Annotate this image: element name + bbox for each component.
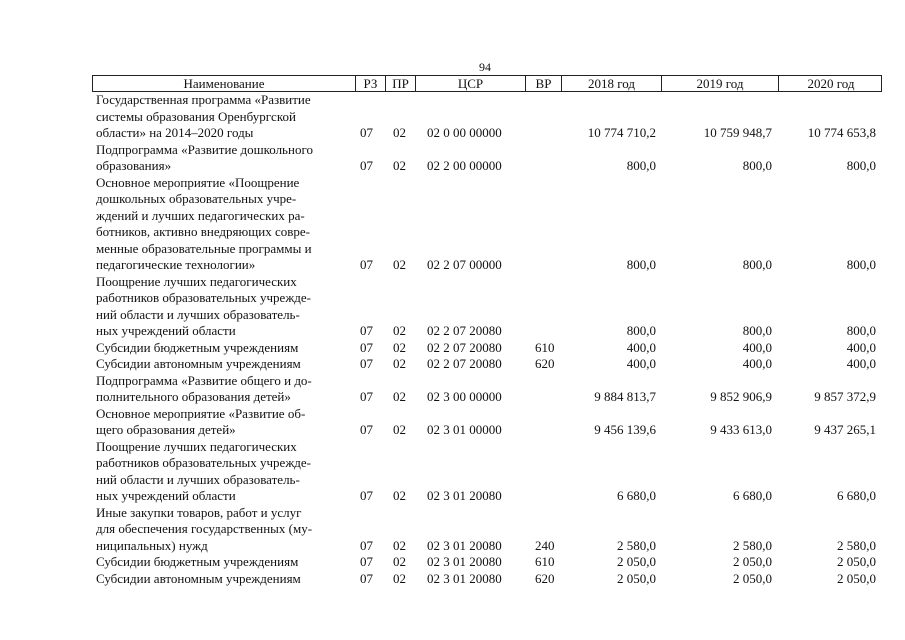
row-vr: 620 xyxy=(535,570,555,586)
row-2019: 2 580,0 xyxy=(733,537,772,553)
row-2020: 6 680,0 xyxy=(837,488,876,503)
row-2018: 10 774 710,2 xyxy=(587,125,656,140)
row-pr: 02 xyxy=(393,158,406,173)
row-csr: 02 3 01 20080 xyxy=(427,554,502,569)
table-row xyxy=(0,175,905,274)
row-csr: 02 2 00 00000 xyxy=(427,158,502,173)
row-2018: 800,0 xyxy=(626,158,656,173)
row-2018: 800,0 xyxy=(626,323,656,338)
row-2020: 2 050,0 xyxy=(837,554,876,569)
row-2020: 2 580,0 xyxy=(837,537,876,553)
row-2018: 400,0 xyxy=(626,339,656,355)
table-row xyxy=(0,571,905,588)
row-2019: 800,0 xyxy=(742,257,772,272)
row-pr: 02 xyxy=(393,570,406,586)
row-rz: 07 xyxy=(360,488,373,503)
row-name: Основное мероприятие «Развитие об- щего образования детей» xyxy=(96,405,306,437)
row-2020: 400,0 xyxy=(846,339,876,355)
header-name: Наименование xyxy=(183,76,265,91)
row-2020: 10 774 653,8 xyxy=(807,125,876,140)
row-name: Субсидии бюджетным учреждениям xyxy=(96,339,299,355)
row-2020: 9 857 372,9 xyxy=(814,389,876,404)
row-2020: 400,0 xyxy=(846,356,876,371)
row-csr: 02 3 01 20080 xyxy=(427,570,502,586)
row-csr: 02 3 01 20080 xyxy=(427,537,502,553)
row-csr: 02 3 01 20080 xyxy=(427,488,502,503)
row-2020: 800,0 xyxy=(846,158,876,173)
row-pr: 02 xyxy=(393,554,406,569)
row-rz: 07 xyxy=(360,422,373,437)
row-2018: 2 050,0 xyxy=(617,570,656,586)
row-name: Иные закупки товаров, работ и услуг для обеспечения государственных (му- ниципальных) нужд xyxy=(96,504,313,553)
row-csr: 02 2 07 20080 xyxy=(427,323,502,338)
row-pr: 02 xyxy=(393,125,406,140)
row-vr: 610 xyxy=(535,554,555,569)
page-number: 94 xyxy=(479,60,491,74)
row-name: Государственная программа «Развитие системы образования Оренбургской области» на 2014–2020 годы xyxy=(96,92,311,140)
row-2019: 400,0 xyxy=(742,339,772,355)
table-row xyxy=(0,340,905,357)
table-body xyxy=(0,92,905,587)
row-rz: 07 xyxy=(360,323,373,338)
row-vr: 610 xyxy=(535,339,555,355)
row-name: Субсидии бюджетным учреждениям xyxy=(96,554,299,569)
row-rz: 07 xyxy=(360,125,373,140)
row-2020: 9 437 265,1 xyxy=(814,422,876,437)
header-rz: РЗ xyxy=(355,76,385,91)
row-csr: 02 2 07 20080 xyxy=(427,339,502,355)
row-name: Основное мероприятие «Поощрение дошкольных образовательных учре- ждений и лучших педагогических ра- ботников, активно внедряющих совре- менные образовательные программы и педагогические технологии» xyxy=(96,174,312,272)
row-csr: 02 3 00 00000 xyxy=(427,389,502,404)
row-rz: 07 xyxy=(360,570,373,586)
row-name: Подпрограмма «Развитие общего и до- полнительного образования детей» xyxy=(96,372,312,404)
table-row xyxy=(0,406,905,439)
header-2019: 2019 год xyxy=(661,76,778,91)
table-row xyxy=(0,439,905,505)
row-pr: 02 xyxy=(393,257,406,272)
header-2018: 2018 год xyxy=(561,76,661,91)
table-header xyxy=(92,75,882,92)
row-2020: 800,0 xyxy=(846,323,876,338)
row-2019: 2 050,0 xyxy=(733,554,772,569)
row-rz: 07 xyxy=(360,158,373,173)
table-row xyxy=(0,505,905,555)
row-2018: 800,0 xyxy=(626,257,656,272)
row-2019: 800,0 xyxy=(742,158,772,173)
table-row xyxy=(0,356,905,373)
row-2019: 10 759 948,7 xyxy=(703,125,772,140)
row-rz: 07 xyxy=(360,554,373,569)
table-row xyxy=(0,554,905,571)
row-2018: 400,0 xyxy=(626,356,656,371)
row-pr: 02 xyxy=(393,389,406,404)
row-2020: 800,0 xyxy=(846,257,876,272)
row-csr: 02 2 07 20080 xyxy=(427,356,502,371)
row-name: Субсидии автономным учреждениям xyxy=(96,356,301,371)
row-rz: 07 xyxy=(360,257,373,272)
row-name: Поощрение лучших педагогических работников образовательных учрежде- ний области и лучших образователь- ных учреждений области xyxy=(96,273,312,338)
row-2019: 9 852 906,9 xyxy=(710,389,772,404)
header-pr: ПР xyxy=(385,76,415,91)
header-vr: ВР xyxy=(525,76,561,91)
row-2019: 6 680,0 xyxy=(733,488,772,503)
row-rz: 07 xyxy=(360,537,373,553)
row-2019: 800,0 xyxy=(742,323,772,338)
row-2018: 2 580,0 xyxy=(617,537,656,553)
row-2018: 9 884 813,7 xyxy=(594,389,656,404)
row-2018: 6 680,0 xyxy=(617,488,656,503)
table-row xyxy=(0,92,905,142)
row-2020: 2 050,0 xyxy=(837,570,876,586)
row-csr: 02 0 00 00000 xyxy=(427,125,502,140)
table-row xyxy=(0,373,905,406)
row-2019: 9 433 613,0 xyxy=(710,422,772,437)
row-csr: 02 2 07 00000 xyxy=(427,257,502,272)
row-pr: 02 xyxy=(393,356,406,371)
row-2018: 9 456 139,6 xyxy=(594,422,656,437)
row-2018: 2 050,0 xyxy=(617,554,656,569)
header-csr: ЦСР xyxy=(415,76,525,91)
row-name: Субсидии автономным учреждениям xyxy=(96,570,301,586)
row-pr: 02 xyxy=(393,339,406,355)
row-rz: 07 xyxy=(360,339,373,355)
table-row xyxy=(0,274,905,340)
row-pr: 02 xyxy=(393,422,406,437)
row-rz: 07 xyxy=(360,356,373,371)
row-name: Поощрение лучших педагогических работников образовательных учрежде- ний области и лучших образователь- ных учреждений области xyxy=(96,438,312,503)
row-2019: 400,0 xyxy=(742,356,772,371)
row-rz: 07 xyxy=(360,389,373,404)
row-pr: 02 xyxy=(393,323,406,338)
row-pr: 02 xyxy=(393,537,406,553)
row-vr: 240 xyxy=(535,537,555,553)
row-pr: 02 xyxy=(393,488,406,503)
row-csr: 02 3 01 00000 xyxy=(427,422,502,437)
row-vr: 620 xyxy=(535,356,555,371)
row-2019: 2 050,0 xyxy=(733,570,772,586)
table-row xyxy=(0,142,905,175)
header-2020: 2020 год xyxy=(778,76,883,91)
row-name: Подпрограмма «Развитие дошкольного образования» xyxy=(96,141,313,173)
